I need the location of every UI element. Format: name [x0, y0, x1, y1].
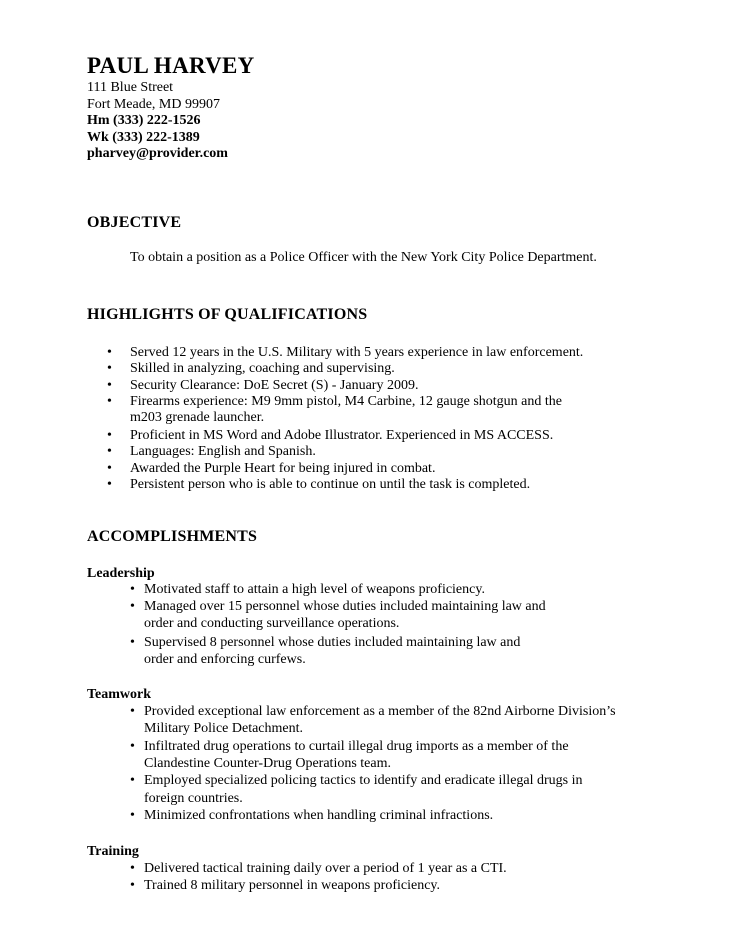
home-phone: Hm (333) 222-1526	[87, 113, 201, 128]
objective-heading: OBJECTIVE	[87, 214, 182, 231]
street-address: 111 Blue Street	[87, 80, 174, 95]
list-item: Proficient in MS Word and Adobe Illustrator. Experienced in MS ACCESS.	[130, 428, 554, 443]
training-subheading: Training	[87, 844, 139, 859]
bullet-icon: •	[107, 394, 112, 409]
list-item: Firearms experience: M9 9mm pistol, M4 Carbine, 12 gauge shotgun and the	[130, 394, 562, 409]
bullet-icon: •	[130, 878, 135, 893]
list-item: Minimized confrontations when handling criminal infractions.	[144, 808, 494, 823]
list-item: Delivered tactical training daily over a period of 1 year as a CTI.	[144, 861, 507, 876]
list-item: Employed specialized policing tactics to identify and eradicate illegal drugs in	[144, 773, 583, 788]
city-state-zip: Fort Meade, MD 99907	[87, 97, 220, 112]
list-item-continuation: foreign countries.	[144, 791, 243, 806]
list-item: Served 12 years in the U.S. Military with 5 years experience in law enforcement.	[130, 345, 584, 360]
list-item: Managed over 15 personnel whose duties included maintaining law and	[144, 599, 546, 614]
list-item-continuation: Clandestine Counter-Drug Operations team.	[144, 756, 391, 771]
bullet-icon: •	[107, 345, 112, 360]
bullet-icon: •	[107, 461, 112, 476]
bullet-icon: •	[130, 773, 135, 788]
list-item: Trained 8 military personnel in weapons proficiency.	[144, 878, 441, 893]
teamwork-subheading: Teamwork	[87, 687, 152, 702]
list-item: Infiltrated drug operations to curtail illegal drug imports as a member of the	[144, 739, 569, 754]
candidate-name: PAUL HARVEY	[87, 53, 255, 78]
bullet-icon: •	[130, 582, 135, 597]
bullet-icon: •	[107, 378, 112, 393]
bullet-icon: •	[130, 635, 135, 650]
list-item: Provided exceptional law enforcement as a member of the 82nd Airborne Division’s	[144, 704, 616, 719]
list-item: Skilled in analyzing, coaching and supervising.	[130, 361, 395, 376]
bullet-icon: •	[130, 861, 135, 876]
bullet-icon: •	[130, 808, 135, 823]
accomplishments-heading: ACCOMPLISHMENTS	[87, 528, 258, 545]
qualifications-heading: HIGHLIGHTS OF QUALIFICATIONS	[87, 306, 368, 323]
list-item: Supervised 8 personnel whose duties included maintaining law and	[144, 635, 521, 650]
bullet-icon: •	[107, 361, 112, 376]
work-phone: Wk (333) 222-1389	[87, 130, 200, 145]
list-item-continuation: order and conducting surveillance operations.	[144, 616, 400, 631]
bullet-icon: •	[130, 599, 135, 614]
list-item: Motivated staff to attain a high level of weapons proficiency.	[144, 582, 485, 597]
objective-text: To obtain a position as a Police Officer with the New York City Police Department.	[130, 250, 597, 265]
bullet-icon: •	[130, 739, 135, 754]
list-item: Awarded the Purple Heart for being injured in combat.	[130, 461, 436, 476]
bullet-icon: •	[107, 477, 112, 492]
bullet-icon: •	[107, 444, 112, 459]
list-item-continuation: m203 grenade launcher.	[130, 410, 265, 425]
list-item-continuation: Military Police Detachment.	[144, 721, 304, 736]
leadership-subheading: Leadership	[87, 566, 155, 581]
list-item: Persistent person who is able to continue on until the task is completed.	[130, 477, 531, 492]
list-item: Security Clearance: DoE Secret (S) - January 2009.	[130, 378, 419, 393]
list-item-continuation: order and enforcing curfews.	[144, 652, 306, 667]
email-address: pharvey@provider.com	[87, 146, 228, 161]
bullet-icon: •	[130, 704, 135, 719]
bullet-icon: •	[107, 428, 112, 443]
list-item: Languages: English and Spanish.	[130, 444, 316, 459]
